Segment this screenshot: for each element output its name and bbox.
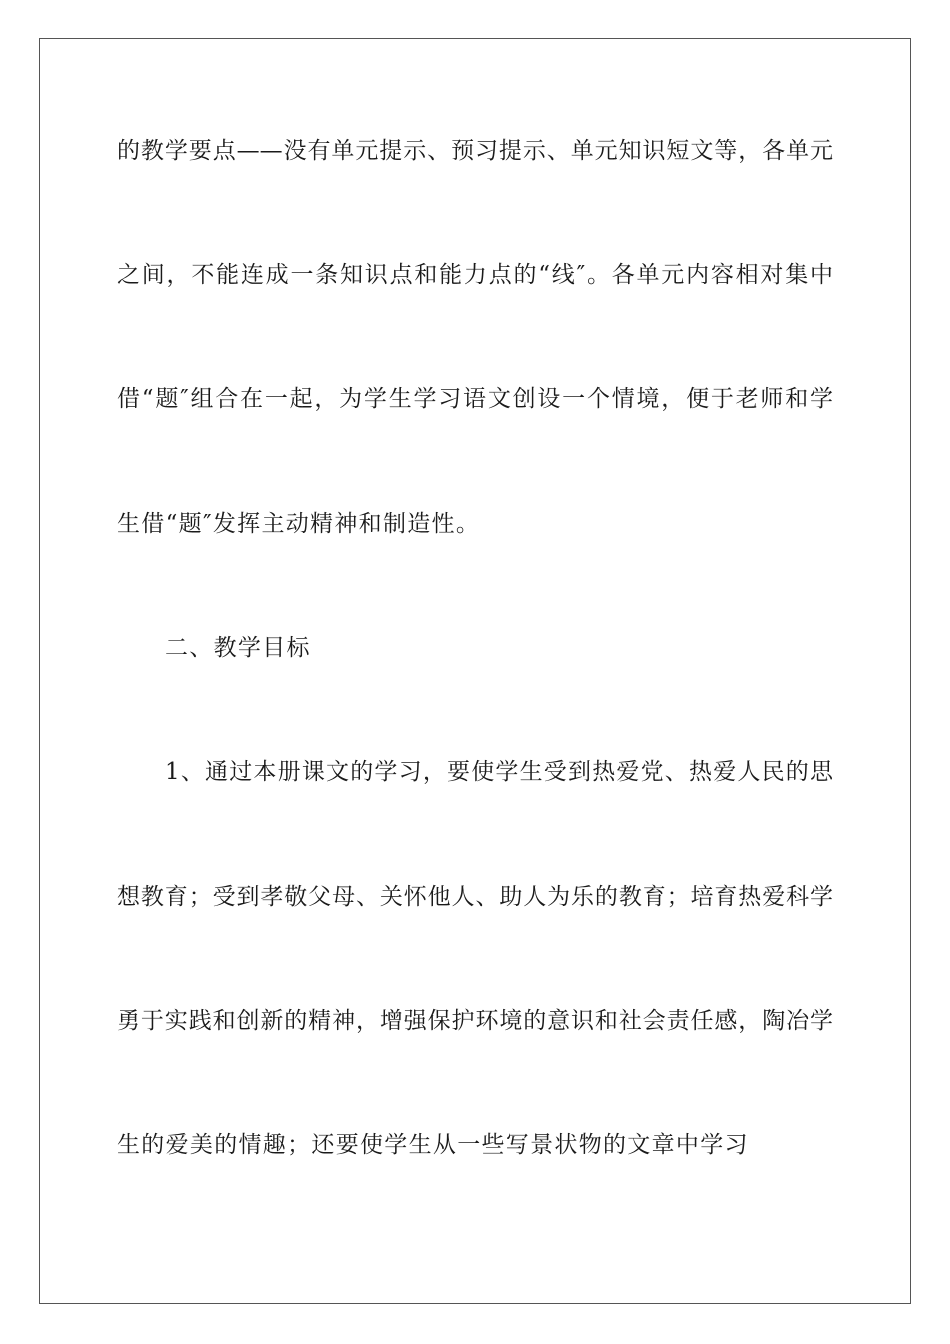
paragraph-line-2: 之间，不能连成一条知识点和能力点的“线″。各单元内容相对集中 (117, 262, 833, 288)
paragraph-line-4: 生借“题″发挥主动精神和制造性。 (117, 511, 481, 537)
page-border (39, 38, 911, 1304)
paragraph-line-1: 的教学要点——没有单元提示、预习提示、单元知识短文等，各单元 (117, 138, 833, 164)
section-heading: 二、教学目标 (165, 635, 311, 661)
paragraph-line-7: 勇于实践和创新的精神，增强保护环境的意识和社会责任感，陶冶学 (117, 1008, 833, 1034)
paragraph-line-8: 生的爱美的情趣；还要使学生从一些写景状物的文章中学习 (117, 1132, 749, 1158)
paragraph-line-5: 1、通过本册课文的学习，要使学生受到热爱党、热爱人民的思 (165, 759, 833, 785)
paragraph-line-3: 借“题″组合在一起，为学生学习语文创设一个情境，便于老师和学 (117, 386, 833, 412)
paragraph-line-6: 想教育；受到孝敬父母、关怀他人、助人为乐的教育；培育热爱科学 (117, 884, 833, 910)
